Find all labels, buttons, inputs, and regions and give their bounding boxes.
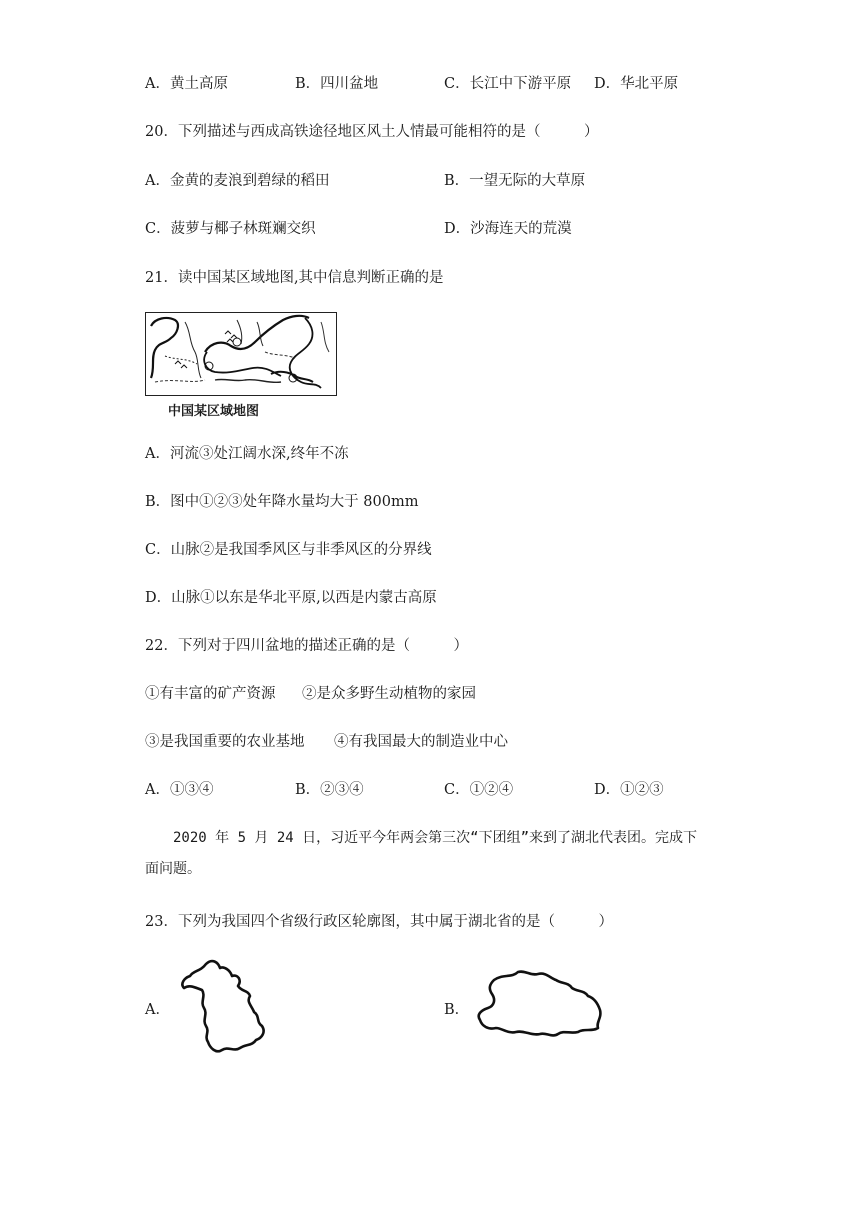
q23-option-b-label: B．: [444, 1002, 470, 1018]
q20-option-d: D．沙海连天的荒漠: [444, 221, 572, 237]
q20-stem: 20．下列描述与西成高铁途径地区风土人情最可能相符的是（ ）: [145, 124, 599, 140]
province-outline-a: [176, 954, 280, 1058]
q19-option-b: B．四川盆地: [295, 76, 379, 92]
q21-option-d: D．山脉①以东是华北平原,以西是内蒙古高原: [145, 590, 437, 606]
q22-statement-1: ①有丰富的矿产资源: [145, 686, 276, 702]
q20-option-a: A．金黄的麦浪到碧绿的稻田: [145, 173, 330, 189]
q22-option-c: C．①②④: [444, 782, 514, 798]
q21-stem: 21．读中国某区域地图,其中信息判断正确的是: [145, 270, 444, 286]
q19-option-a: A．黄土高原: [145, 76, 228, 92]
q22-statement-4: ④有我国最大的制造业中心: [334, 734, 508, 750]
q22-statement-3: ③是我国重要的农业基地: [145, 734, 305, 750]
q21-option-c: C．山脉②是我国季风区与非季风区的分界线: [145, 542, 432, 558]
q22-statement-2: ②是众多野生动植物的家园: [302, 686, 476, 702]
q22-stem: 22．下列对于四川盆地的描述正确的是（ ）: [145, 638, 468, 654]
map-caption: 中国某区域地图: [168, 404, 260, 419]
province-outline-b: [472, 966, 608, 1042]
q21-option-a: A．河流③处江阔水深,终年不冻: [145, 446, 349, 462]
q22-option-a: A．①③④: [145, 782, 214, 798]
region-map-image: [145, 312, 337, 396]
q19-option-c: C．长江中下游平原: [444, 76, 572, 92]
q22-option-d: D．①②③: [594, 782, 664, 798]
q22-option-b: B．②③④: [295, 782, 364, 798]
q23-option-a-label: A．: [145, 1002, 170, 1018]
intro-line-2: 面问题。: [145, 861, 201, 877]
q23-stem: 23．下列为我国四个省级行政区轮廓图，其中属于湖北省的是（ ）: [145, 914, 613, 930]
q19-option-d: D．华北平原: [594, 76, 679, 92]
q20-option-c: C．菠萝与椰子林斑斓交织: [145, 221, 316, 237]
intro-line-1: 2020 年 5 月 24 日，习近平今年两会第三次“下团组”来到了湖北代表团。完成下: [173, 830, 698, 846]
q20-option-b: B．一望无际的大草原: [444, 173, 586, 189]
q21-option-b: B．图中①②③处年降水量均大于 800mm: [145, 494, 419, 510]
